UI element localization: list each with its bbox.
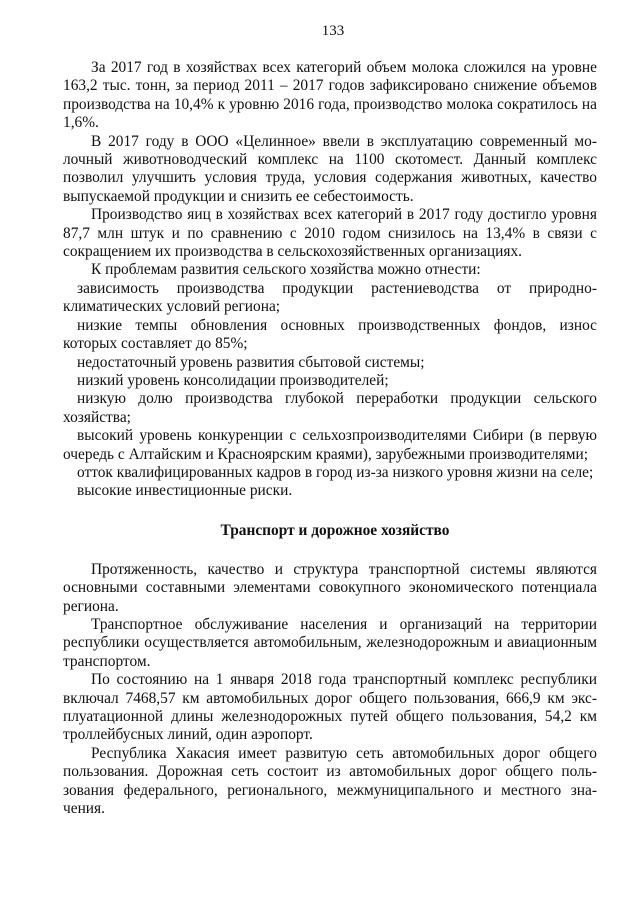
paragraph-dairy-complex: В 2017 году в ООО «Целинное» ввели в эксплуатацию современный молочный животноводческий комплекс на 1100 скотомест. Данный комплекс позволил улучшить условия труда, условия содержания животных, качество выпускаемой продукции и снизить ее себестоимость.: [63, 132, 597, 205]
list-item: высокий уровень конкуренции с сельхозпроизводителями Сибири (в первую очередь с Алтайским и Красноярским краями), зарубежными производителями;: [63, 427, 597, 463]
list-item: низкий уровень консолидации производителей;: [77, 371, 389, 389]
list-item: недостаточный уровень развития сбытовой системы;: [77, 353, 425, 371]
paragraph-milk: За 2017 год в хозяйствах всех категорий объем молока сложился на уровне 163,2 тыс. тонн, за период 2011 – 2017 годов зафиксировано снижение объемов производства на 10,4% к уровню 2016 года, производство молока сократилось на 1,6%.: [63, 59, 597, 132]
document-page: [63, 22, 597, 818]
paragraph-transport-service: Транспортное обслуживание населения и организаций на территории республики осуществляется автомобильным, железнодорожным и авиационным транспортом.: [63, 615, 597, 670]
paragraph-eggs: Производство яиц в хозяйствах всех категорий в 2017 году достигло уровня 87,7 млн штук и по сравнению с 2010 годом снизилось на 13,4% в связи с сокращением их производства в сельскохозяйственных организациях.: [63, 206, 597, 261]
agriculture-section: [63, 59, 597, 501]
list-item: отток квалифицированных кадров в город из-за низкого уровня жизни на селе;: [77, 463, 594, 481]
list-item: низкую долю производства глубокой переработки продукции сельского хозяйства;: [63, 390, 597, 426]
list-item: высокие инвестиционные риски.: [77, 482, 293, 500]
paragraph-transport-complex: По состоянию на 1 января 2018 года транспортный комплекс республики включал 7468,57 км автомобильных дорог общего пользования, 666,9 км эксплуатационной длины железнодорожных путей общего пользования, 54,2 км троллейбусных линий, один аэропорт.: [63, 671, 597, 744]
transport-section: [63, 561, 597, 819]
page-number: 133: [321, 23, 345, 39]
problems-list: [63, 280, 597, 501]
list-item: низкие темпы обновления основных производственных фондов, износ которых составляет до 85%;: [63, 316, 597, 353]
paragraph-transport-system: Протяженность, качество и структура транспортной системы являются основными составными элементами совокупного экономического потенциала региона.: [63, 560, 597, 615]
paragraph-problems-intro: К проблемам развития сельского хозяйства можно отнести:: [91, 261, 481, 279]
section-heading: Транспорт и дорожное хозяйство: [220, 521, 450, 539]
list-item: зависимость производства продукции растениеводства от природноклиматических условий региона;: [63, 279, 597, 316]
paragraph-road-network: Республика Хакасия имеет развитую сеть автомобильных дорог общего пользования. Дорожная сеть состоит из автомобильных дорог общего пользования федерального, регионального, межмуниципального и местного значения.: [63, 744, 597, 818]
